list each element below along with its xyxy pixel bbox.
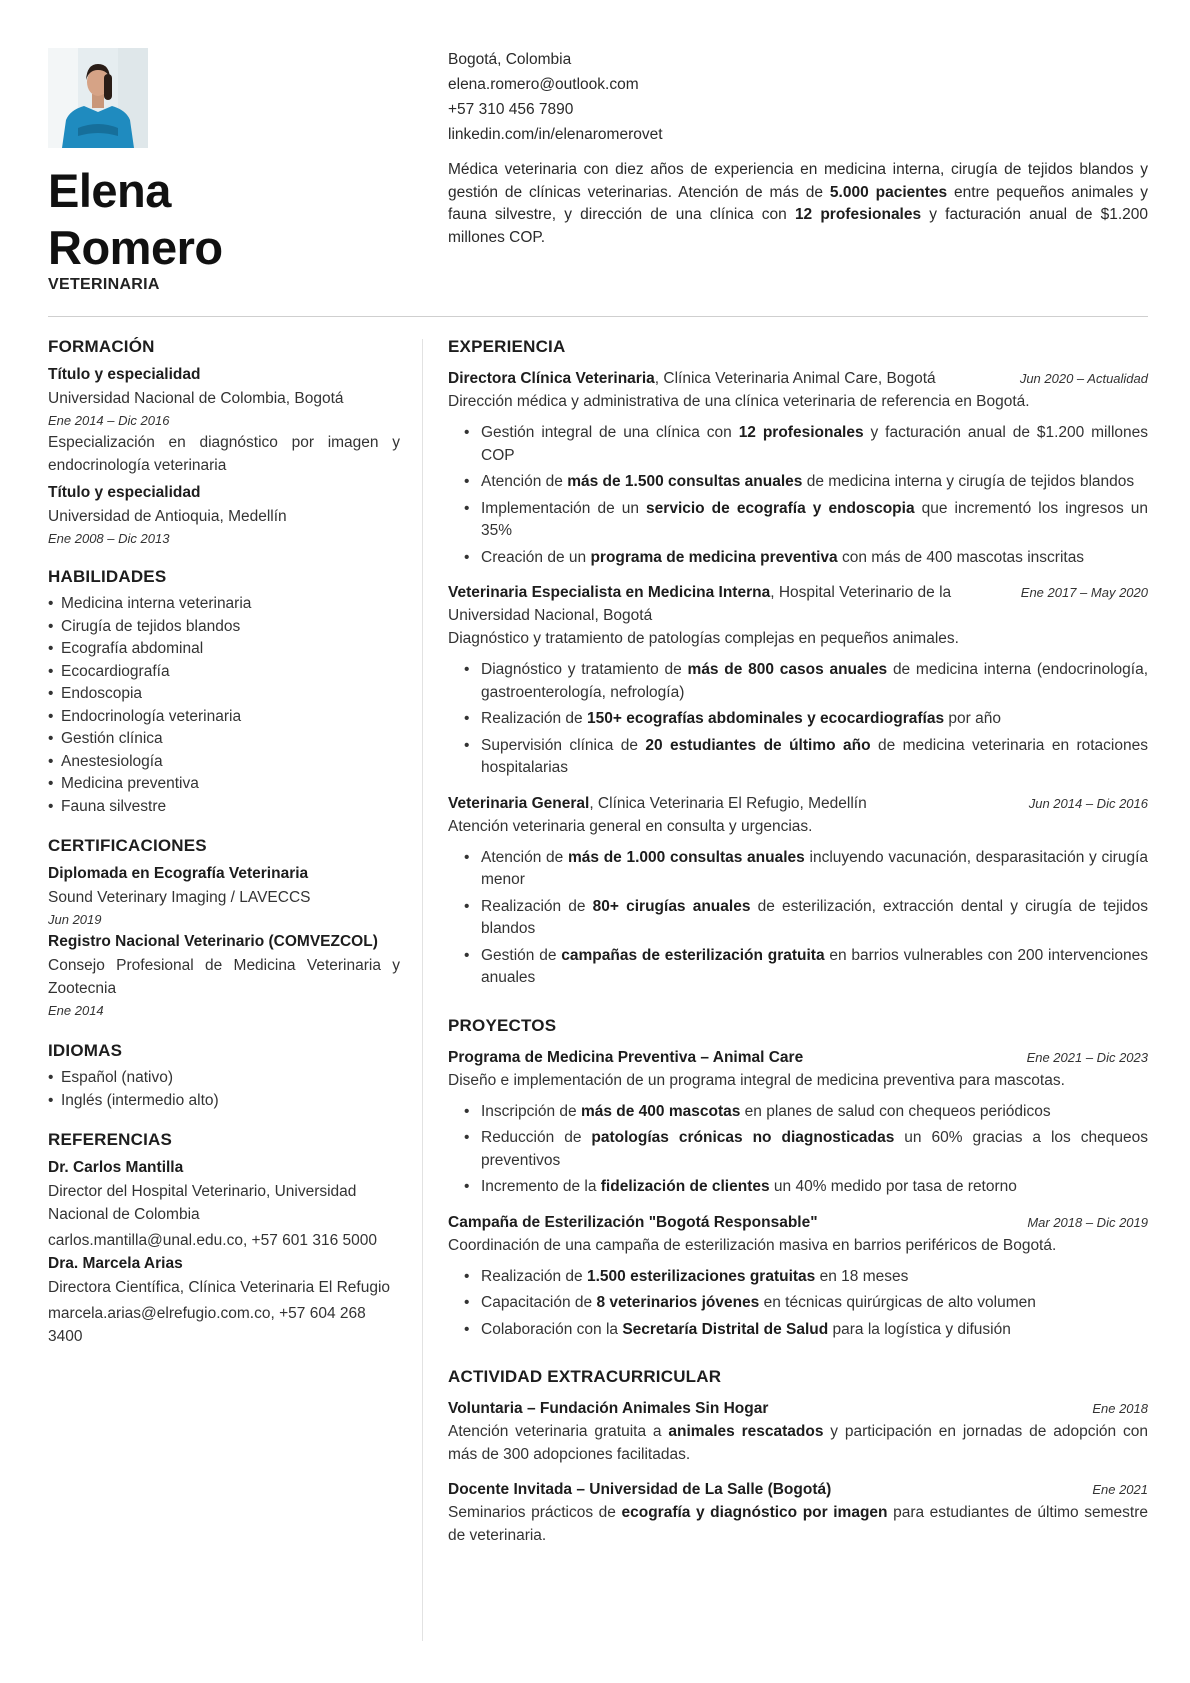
bullet-text: y facturación anual de $1.200 millones COP	[481, 424, 1149, 464]
experience-bullets	[448, 659, 1148, 780]
bullet-text: Realización de	[481, 897, 593, 915]
language-item: • Inglés (intermedio alto)	[48, 1090, 400, 1113]
experience-date: Jun 2020 – Actualidad	[1019, 371, 1148, 386]
skill-item: • Medicina interna veterinaria	[48, 593, 400, 616]
bullet-highlight: 1.500 esterilizaciones gratuitas	[586, 1267, 816, 1285]
bullet-item	[448, 1319, 1148, 1342]
contact-linkedin[interactable]: linkedin.com/in/elenaromerovet	[448, 126, 663, 143]
bullet-highlight: 8 veterinarios jóvenes	[596, 1294, 760, 1311]
education-school: Universidad de Antioquia, Medellín	[48, 508, 287, 525]
desc-highlight: ecografía y diagnóstico por imagen	[621, 1504, 888, 1521]
section-title-extracurricular: ACTIVIDAD EXTRACURRICULAR	[448, 1367, 722, 1386]
education-detail: Especialización en diagnóstico por imagen y endocrinología veterinaria	[48, 434, 400, 474]
bullet-text: Capacitación de	[481, 1294, 597, 1311]
project-header	[448, 1046, 1148, 1069]
experience-org: , Clínica Veterinaria El Refugio, Medellín	[589, 794, 867, 812]
contact-location: Bogotá, Colombia	[448, 51, 572, 68]
profile-photo	[48, 48, 148, 148]
reference-item	[48, 1156, 400, 1252]
languages-section	[48, 1041, 400, 1112]
right-column	[448, 337, 1148, 1559]
education-school: Universidad Nacional de Colombia, Bogotá	[48, 390, 344, 407]
education-item	[48, 363, 400, 477]
certification-name: Registro Nacional Veterinario (COMVEZCOL)	[48, 933, 378, 950]
bullet-item	[448, 1292, 1148, 1315]
bullet-text: un 60% gracias a los chequeos preventivos	[481, 1129, 1148, 1169]
education-item	[48, 481, 400, 549]
experience-item	[448, 581, 1148, 780]
first-name: Elena	[48, 164, 171, 217]
experience-role: Directora Clínica Veterinaria	[448, 370, 655, 387]
project-date: Mar 2018 – Dic 2019	[1027, 1214, 1148, 1230]
experience-org: , Clínica Veterinaria Animal Care, Bogotá	[654, 370, 936, 387]
bullet-text: Supervisión clínica de	[481, 736, 646, 754]
section-title-projects: PROYECTOS	[448, 1015, 557, 1035]
language-item: • Español (nativo)	[48, 1067, 400, 1090]
skill-item: • Fauna silvestre	[48, 796, 400, 819]
skill-item: • Ecografía abdominal	[48, 638, 400, 661]
project-item	[448, 1211, 1148, 1342]
certification-issuer: Sound Veterinary Imaging / LAVECCS	[48, 889, 311, 906]
bullet-item	[448, 1266, 1148, 1289]
summary-text: y facturación anual de $1.200 millones COP.	[448, 206, 1148, 246]
experience-org: , Hospital Veterinario de la Universidad Nacional, Bogotá	[448, 584, 952, 624]
experience-item	[448, 367, 1148, 569]
project-title	[448, 1211, 1003, 1234]
job-role: VETERINARIA	[48, 276, 160, 293]
bullet-highlight: Secretaría Distrital de Salud	[622, 1320, 829, 1338]
bullet-text: en planes de salud con chequeos periódicos	[740, 1102, 1051, 1120]
certification-item	[48, 930, 400, 1021]
section-title-languages: IDIOMAS	[48, 1041, 123, 1060]
extracurricular-date: Ene 2021	[1092, 1482, 1148, 1497]
project-item	[448, 1046, 1148, 1199]
bullet-highlight: más de 1.500 consultas anuales	[567, 473, 803, 490]
bullet-highlight: más de 800 casos anuales	[687, 661, 888, 678]
certifications-section	[48, 836, 400, 1021]
bullet-item	[448, 1127, 1148, 1172]
bullet-text: Diagnóstico y tratamiento de	[481, 661, 688, 678]
extracurricular-title	[448, 1397, 1003, 1420]
experience-bullets	[448, 422, 1148, 569]
bullet-text: Reducción de	[481, 1129, 592, 1146]
bullet-text: Atención de	[481, 848, 568, 866]
summary-highlight: 5.000 pacientes	[829, 183, 948, 201]
bullet-item	[448, 1101, 1148, 1124]
bullet-highlight: más de 400 mascotas	[580, 1102, 741, 1120]
candidate-name	[48, 162, 408, 276]
reference-contact: carlos.mantilla@unal.edu.co, +57 601 316 5000	[48, 1232, 377, 1249]
bullet-text: Creación de un	[481, 548, 591, 566]
bullet-text: de esterilización, extracción dental y cirugía de tejidos blandos	[481, 897, 1148, 937]
project-description: Coordinación de una campaña de esterilización masiva en barrios periféricos de Bogotá.	[448, 1236, 1057, 1254]
bullet-highlight: 20 estudiantes de último año	[645, 736, 871, 754]
experience-description: Dirección médica y administrativa de una clínica veterinaria de referencia en Bogotá.	[448, 393, 1030, 410]
experience-header	[448, 581, 1148, 627]
education-degree: Título y especialidad	[48, 484, 201, 501]
section-title-skills: HABILIDADES	[48, 567, 167, 586]
bullet-item	[448, 896, 1148, 941]
bullet-text: de medicina interna (endocrinología, gastroenterología, nefrología)	[481, 661, 1149, 701]
experience-item	[448, 792, 1148, 990]
references-section	[48, 1130, 400, 1348]
bullet-highlight: 80+ cirugías anuales	[592, 897, 751, 915]
extracurricular-header	[448, 1478, 1148, 1501]
bullet-item	[448, 945, 1148, 990]
reference-position: Directora Científica, Clínica Veterinaria El Refugio	[48, 1279, 391, 1296]
bullet-text: en 18 meses	[815, 1267, 909, 1285]
skill-item: • Anestesiología	[48, 751, 400, 774]
bullet-highlight: más de 1.000 consultas anuales	[567, 848, 805, 866]
bullet-highlight: campañas de esterilización gratuita	[561, 946, 825, 964]
bullet-text: Atención de	[481, 473, 568, 490]
bullet-text: por año	[944, 710, 1001, 727]
experience-description: Diagnóstico y tratamiento de patologías complejas en pequeños animales.	[448, 630, 959, 647]
bullet-text: incluyendo vacunación, desparasitación y cirugía menor	[481, 848, 1148, 888]
bullet-item	[448, 708, 1148, 731]
contact-block	[448, 47, 663, 147]
left-column	[48, 337, 400, 1348]
profile-summary	[448, 159, 1148, 249]
bullet-text: Colaboración con la	[481, 1320, 623, 1338]
experience-header	[448, 367, 1148, 390]
skill-item: • Ecocardiografía	[48, 661, 400, 684]
bullet-text: Gestión de	[481, 946, 562, 964]
extracurricular-description	[448, 1420, 1148, 1466]
contact-email[interactable]: elena.romero@outlook.com	[448, 76, 639, 93]
experience-title	[448, 367, 1003, 390]
certification-date: Ene 2014	[48, 1003, 104, 1018]
desc-highlight: animales rescatados	[668, 1423, 824, 1440]
bullet-text: Implementación de un	[481, 499, 647, 517]
project-date: Ene 2021 – Dic 2023	[1026, 1049, 1148, 1065]
bullet-highlight: programa de medicina preventiva	[590, 548, 838, 566]
reference-contact: marcela.arias@elrefugio.com.co, +57 604 268 3400	[48, 1305, 366, 1345]
section-title-experience: EXPERIENCIA	[448, 337, 566, 356]
bullet-text: de medicina veterinaria en rotaciones hospitalarias	[481, 736, 1148, 776]
contact-phone: +57 310 456 7890	[448, 101, 574, 118]
extracurricular-section	[448, 1367, 1148, 1547]
experience-bullets	[448, 847, 1148, 990]
bullet-text: Inscripción de	[481, 1102, 581, 1120]
bullet-item	[448, 1176, 1148, 1199]
extracurricular-header	[448, 1397, 1148, 1420]
bullet-item	[448, 735, 1148, 780]
bullet-item	[448, 847, 1148, 892]
bullet-item	[448, 498, 1148, 543]
desc-text: para estudiantes de último semestre de veterinaria.	[448, 1504, 1148, 1544]
bullet-text: un 40% medido por tasa de retorno	[769, 1178, 1017, 1195]
project-title	[448, 1046, 1003, 1069]
desc-text: Atención veterinaria gratuita a	[448, 1423, 669, 1440]
bullet-text: de medicina interna y cirugía de tejidos blandos	[802, 473, 1135, 490]
skill-item: • Endoscopia	[48, 683, 400, 706]
certification-date: Jun 2019	[48, 912, 102, 927]
skill-item: • Gestión clínica	[48, 728, 400, 751]
summary-text: entre pequeños animales y fauna silvestre, y dirección de una clínica con	[448, 183, 1148, 224]
project-bullets	[448, 1101, 1148, 1199]
project-header	[448, 1211, 1148, 1234]
experience-role: Veterinaria General	[448, 794, 590, 812]
project-name: Programa de Medicina Preventiva – Animal Care	[448, 1048, 804, 1066]
reference-name: Dr. Carlos Mantilla	[48, 1159, 184, 1176]
certification-name: Diplomada en Ecografía Veterinaria	[48, 865, 309, 882]
experience-title	[448, 581, 1003, 627]
languages-list	[48, 1067, 400, 1112]
desc-text: Seminarios prácticos de	[448, 1504, 622, 1521]
extracurricular-item	[448, 1397, 1148, 1466]
extracurricular-name: Docente Invitada – Universidad de La Salle (Bogotá)	[448, 1481, 832, 1498]
reference-item	[48, 1252, 400, 1348]
section-title-certifications: CERTIFICACIONES	[48, 836, 207, 855]
skill-item: • Endocrinología veterinaria	[48, 706, 400, 729]
experience-section	[448, 337, 1148, 990]
bullet-item	[448, 547, 1148, 570]
education-date: Ene 2014 – Dic 2016	[48, 413, 170, 428]
section-title-education: FORMACIÓN	[48, 337, 155, 356]
experience-title	[448, 792, 1003, 815]
desc-text: y participación en jornadas de adopción con más de 300 adopciones facilitadas.	[448, 1423, 1148, 1463]
education-degree: Título y especialidad	[48, 366, 201, 383]
extracurricular-item	[448, 1478, 1148, 1547]
skills-list	[48, 593, 400, 818]
skill-item: • Cirugía de tejidos blandos	[48, 616, 400, 639]
bullet-highlight: patologías crónicas no diagnosticadas	[591, 1129, 895, 1146]
experience-role: Veterinaria Especialista en Medicina Interna	[448, 584, 771, 601]
bullet-text: que incrementó los ingresos un 35%	[481, 499, 1149, 539]
bullet-item	[448, 422, 1148, 467]
certification-item	[48, 862, 400, 930]
project-name: Campaña de Esterilización "Bogotá Responsable"	[448, 1213, 818, 1231]
column-divider	[422, 339, 423, 1641]
bullet-text: para la logística y difusión	[828, 1320, 1011, 1338]
reference-position: Director del Hospital Veterinario, Universidad Nacional de Colombia	[48, 1183, 357, 1223]
summary-highlight: 12 profesionales	[794, 206, 922, 224]
experience-date: Ene 2017 – May 2020	[1020, 585, 1148, 600]
bullet-text: Realización de	[481, 710, 587, 727]
header-divider	[48, 316, 1148, 317]
extracurricular-date: Ene 2018	[1092, 1401, 1148, 1416]
extracurricular-title	[448, 1478, 1003, 1501]
bullet-item	[448, 659, 1148, 704]
extracurricular-description	[448, 1501, 1148, 1547]
bullet-text: con más de 400 mascotas inscritas	[837, 548, 1085, 566]
profile-photo-image	[48, 48, 148, 148]
experience-header	[448, 792, 1148, 815]
skill-item: • Medicina preventiva	[48, 773, 400, 796]
bullet-highlight: fidelización de clientes	[600, 1178, 770, 1195]
bullet-text: en técnicas quirúrgicas de alto volumen	[759, 1294, 1036, 1311]
experience-date: Jun 2014 – Dic 2016	[1028, 795, 1148, 811]
bullet-text: en barrios vulnerables con 200 intervenciones anuales	[481, 946, 1149, 986]
bullet-highlight: servicio de ecografía y endoscopia	[646, 499, 915, 517]
experience-description: Atención veterinaria general en consulta y urgencias.	[448, 817, 813, 835]
projects-section	[448, 1016, 1148, 1342]
bullet-highlight: 12 profesionales	[738, 424, 864, 441]
skills-section	[48, 567, 400, 818]
summary-text: Médica veterinaria con diez años de experiencia en medicina interna, cirugía de tejidos blandos y gestión de clínicas veterinarias. Atención de más de	[448, 161, 1148, 201]
bullet-text: Gestión integral de una clínica con	[481, 424, 739, 441]
reference-name: Dra. Marcela Arias	[48, 1255, 183, 1272]
section-title-references: REFERENCIAS	[48, 1130, 173, 1149]
last-name: Romero	[48, 221, 223, 274]
bullet-highlight: 150+ ecografías abdominales y ecocardiografías	[586, 710, 945, 727]
project-bullets	[448, 1266, 1148, 1342]
bullet-text: Realización de	[481, 1267, 587, 1285]
education-date: Ene 2008 – Dic 2013	[48, 531, 170, 546]
education-section	[48, 337, 400, 549]
bullet-text: Incremento de la	[481, 1178, 601, 1195]
certification-issuer: Consejo Profesional de Medicina Veterinaria y Zootecnia	[48, 957, 400, 997]
extracurricular-name: Voluntaria – Fundación Animales Sin Hogar	[448, 1400, 769, 1417]
project-description: Diseño e implementación de un programa integral de medicina preventiva para mascotas.	[448, 1071, 1065, 1089]
bullet-item	[448, 471, 1148, 494]
